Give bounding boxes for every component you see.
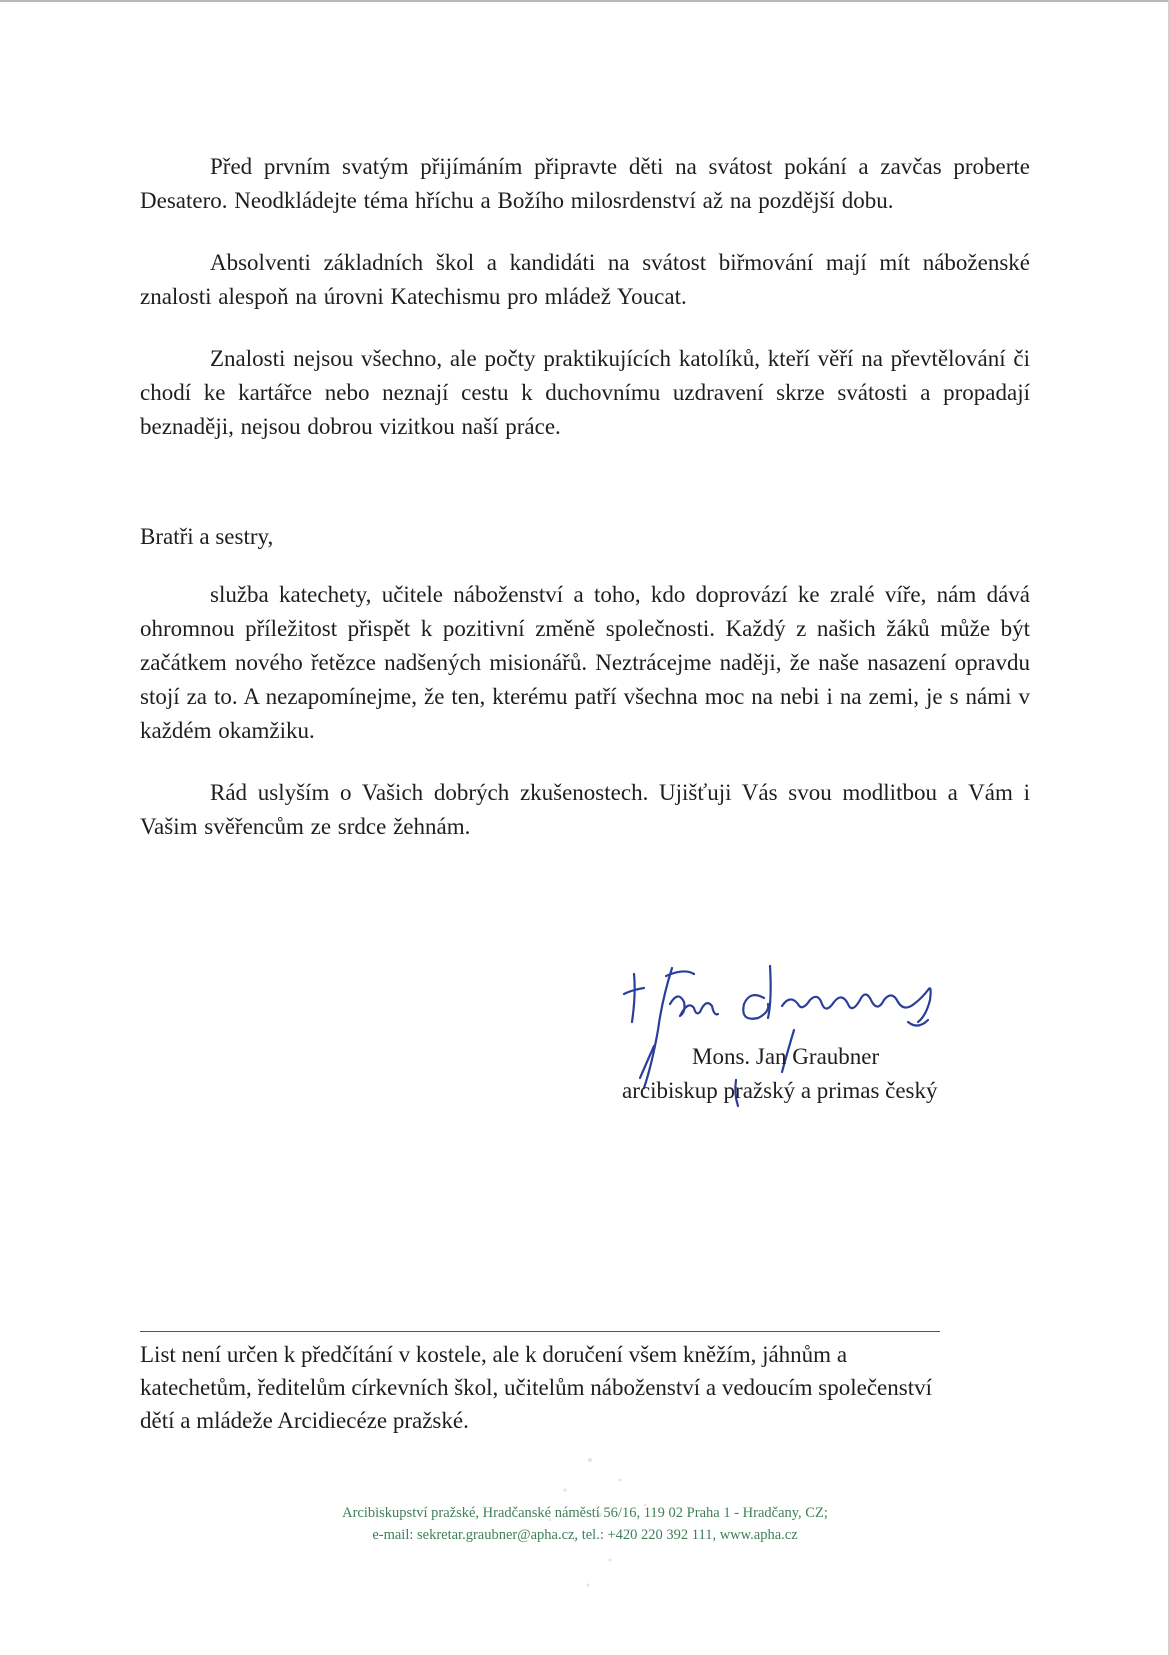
letter-body (140, 150, 1030, 844)
page-top-edge (0, 0, 1170, 2)
paragraph-graduates: Absolventi základních škol a kandidáti na svátost biřmování mají mít náboženské znalosti alespoň na úrovni Katechismu pro mládež Youcat. (140, 250, 1030, 309)
footnote-divider (140, 1331, 940, 1332)
paragraph-blessing: Rád uslyším o Vašich dobrých zkušenostech. Ujišťuji Vás svou modlitbou a Vám i Vašim svěřencům ze srdce žehnám. (140, 780, 1030, 839)
letterhead-contact: e-mail: sekretar.graubner@apha.cz, tel.: +420 220 392 111, www.apha.cz (372, 1527, 798, 1543)
signatory-title: arcibiskup pražský a primas český (622, 1078, 938, 1103)
paragraph-first-communion: Před prvním svatým přijímáním připravte děti na svátost pokání a zavčas proberte Desatero. Neodkládejte téma hříchu a Božího milosrdenství až na pozdější dobu. (140, 154, 1030, 213)
paragraph-service: služba katechety, učitele náboženství a toho, kdo doprovází ke zralé víře, nám dává ohromnou příležitost přispět k pozitivní změně společnosti. Každý z našich žáků může být začátkem nového řetězce nadšených misionářů. Neztrácejme naději, že naše nasazení opravdu stojí za to. A nezapomínejme, že ten, kterému patří všechna moc na nebi i na zemi, je s námi v každém okamžiku. (140, 582, 1030, 743)
letterhead-footer (170, 1502, 1000, 1546)
signature-block (622, 960, 1022, 1120)
footnote: List není určen k předčítání v kostele, ale k doručení všem kněžím, jáhnům a katechetům, ředitelům církevních škol, učitelům náboženství a vedoucím společenství dětí a mládeže Arcidiecéze pražské. (140, 1342, 932, 1433)
signatory-name: Mons. Jan Graubner (692, 1044, 880, 1069)
letterhead-address: Arcibiskupství pražské, Hradčanské náměstí 56/16, 119 02 Praha 1 - Hradčany, CZ; (342, 1505, 828, 1521)
paragraph-knowledge: Znalosti nejsou všechno, ale počty praktikujících katolíků, kteří věří na převtělování či chodí ke kartářce nebo neznají cestu k duchovnímu uzdravení skrze svátosti a propadají beznaději, nejsou dobrou vizitkou naší práce. (140, 346, 1030, 439)
salutation: Bratři a sestry, (140, 524, 274, 549)
